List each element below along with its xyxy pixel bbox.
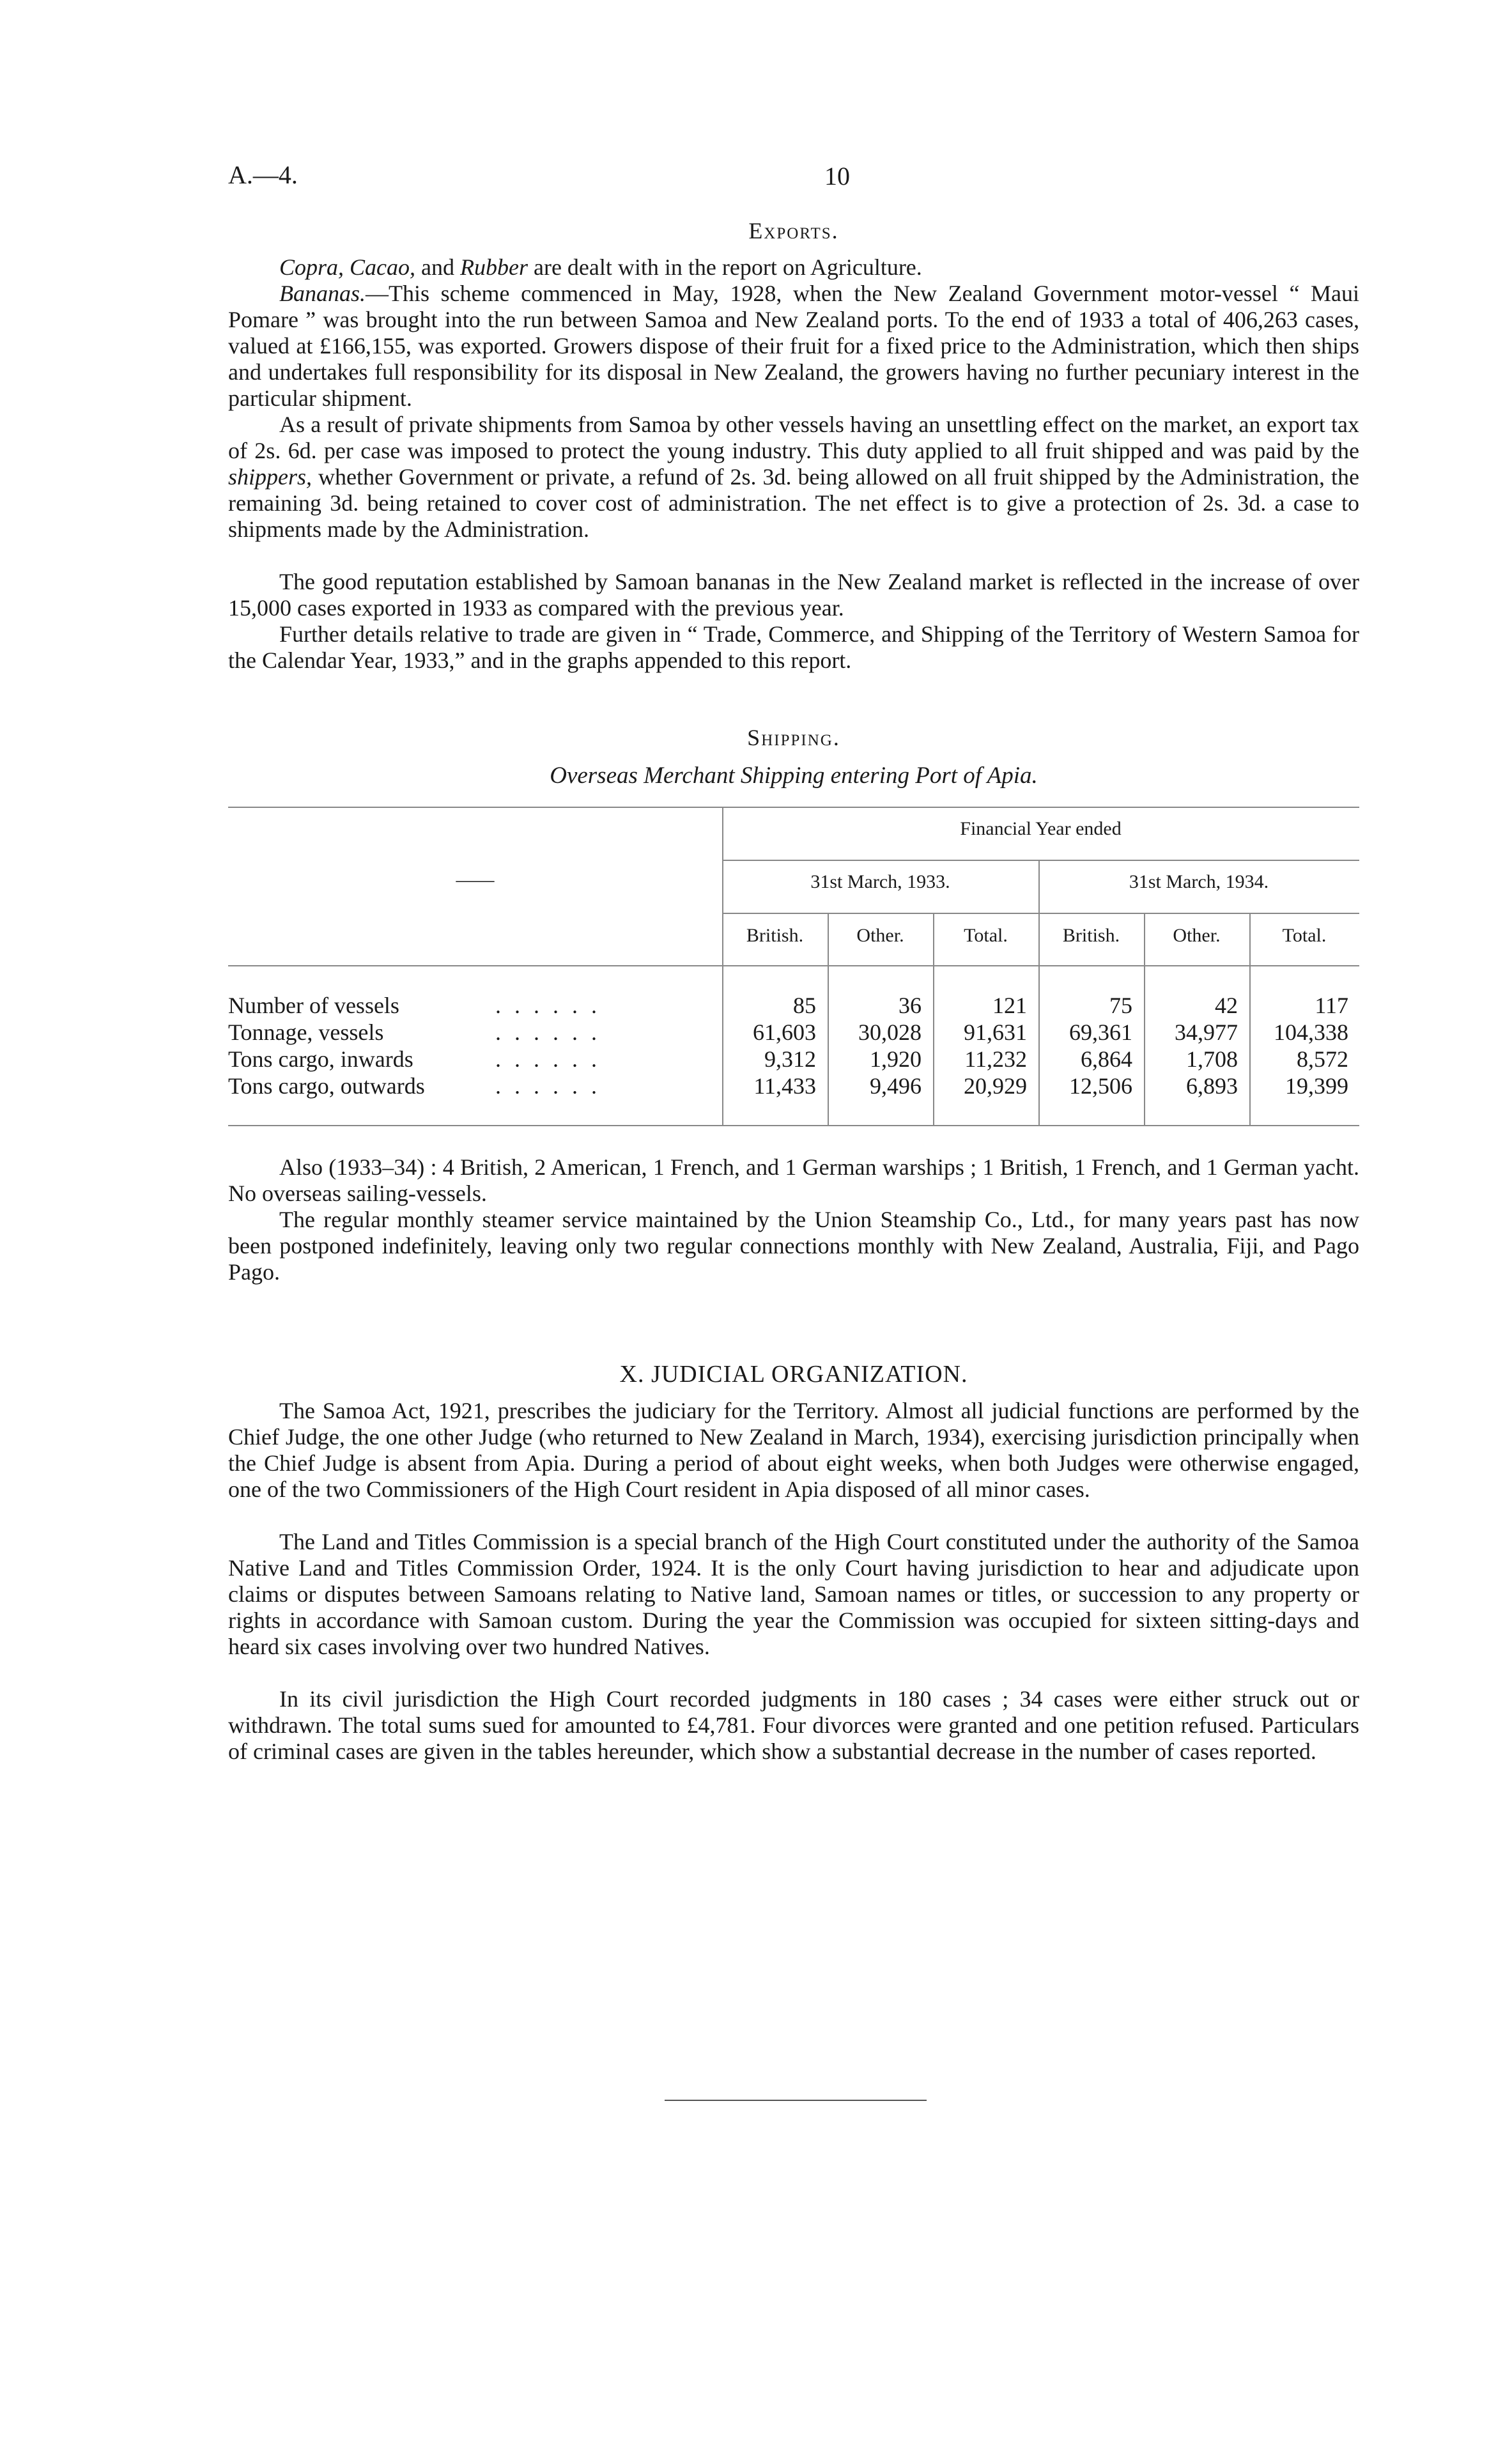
judicial-heading: X. JUDICIAL ORGANIZATION.	[619, 1361, 968, 1388]
exports-heading: Exports.	[748, 218, 839, 244]
column-header: Total.	[1282, 925, 1327, 946]
warships-paragraph	[228, 1154, 1359, 1207]
table-stub-header: ——	[456, 869, 495, 890]
table-year-rule	[722, 913, 1359, 914]
bananas-paragraph	[228, 281, 1359, 412]
column-header: British.	[746, 925, 804, 946]
row-label: Tons cargo, outwards	[228, 1073, 425, 1099]
table-cell: 1,708	[1186, 1046, 1238, 1072]
reputation-text: The good reputation established by Samoan bananas in the New Zealand market is reflected in the increase of over 15,000 cases exported in 1933 as compared with the previous year.	[228, 569, 1359, 621]
table-cell: 9,496	[870, 1073, 922, 1099]
bananas-text: —This scheme commenced in May, 1928, when the New Zealand Government motor-vessel “ Maui Pomare ” was brought into the run between Samoa and New Zealand ports. To the end of 1933 a total of 406,263 cases, valued at £166,155, was exported. Growers dispose of their fruit for a fixed price to the Administration, which then ships and undertakes full responsibility for its disposal in New Zealand, the growers having no further pecuniary interest in the particular shipment.	[228, 281, 1359, 411]
judicial-paragraph-3	[228, 1686, 1359, 1765]
table-header-rule	[228, 965, 1359, 966]
table-cell: 121	[992, 993, 1027, 1018]
warships-text: Also (1933–34) : 4 British, 2 American, 1 French, and 1 German warships ; 1 British, 1 French, and 1 German yacht. No overseas sailing-vessels.	[228, 1154, 1359, 1206]
table-cell: 69,361	[1069, 1019, 1132, 1045]
document-reference: A.—4.	[228, 160, 298, 189]
trade-details-text: Further details relative to trade are given in “ Trade, Commerce, and Shipping of the Territory of Western Samoa for the Calendar Year, 1933,” and in the graphs appended to this report.	[228, 621, 1359, 673]
end-rule	[665, 2100, 927, 2101]
row-label: Number of vessels	[228, 993, 399, 1018]
table-top-rule	[228, 807, 1359, 808]
table-cell: 19,399	[1285, 1073, 1348, 1099]
export-tax-paragraph	[228, 412, 1359, 543]
table-year-header-1934: 31st March, 1934.	[1129, 871, 1269, 892]
judicial-text-2: The Land and Titles Commission is a special branch of the High Court constituted under the authority of the Samoa Native Land and Titles Commission Order, 1924. It is the only Court having jurisdiction to hear and adjudicate upon claims or disputes between Samoans relating to Native land, Samoan names or titles, or succession to any property or rights in accordance with Samoan custom. During the year the Commission was occupied for sixteen sitting-days and heard six cases involving over two hundred Natives.	[228, 1529, 1359, 1659]
shipping-heading: Shipping.	[747, 725, 840, 750]
table-cell: 8,572	[1297, 1046, 1348, 1072]
table-cell: 91,631	[964, 1019, 1027, 1045]
leader-dots: . . . . . .	[495, 1019, 601, 1045]
leader-dots: . . . . . .	[495, 1046, 601, 1072]
table-cell: 104,338	[1274, 1019, 1348, 1045]
bananas-label: Bananas.	[279, 281, 366, 306]
reputation-paragraph	[228, 569, 1359, 621]
table-cell: 9,312	[764, 1046, 816, 1072]
exports-and: and	[415, 254, 460, 280]
judicial-paragraph-2	[228, 1529, 1359, 1660]
table-group-header: Financial Year ended	[960, 818, 1122, 839]
table-cell: 75	[1109, 993, 1132, 1018]
judicial-text-3: In its civil jurisdiction the High Court recorded judgments in 180 cases ; 34 cases were either struck out or withdrawn. The total sums sued for amounted to £4,781. Four divorces were granted and one petition refused. Particulars of criminal cases are given in the tables hereunder, which show a substantial decrease in the number of cases reported.	[228, 1686, 1359, 1764]
column-header: Total.	[964, 925, 1008, 946]
column-header: Other.	[1173, 925, 1221, 946]
judicial-text-1: The Samoa Act, 1921, prescribes the judiciary for the Territory. Almost all judicial functions are performed by the Chief Judge, the one other Judge (who returned to New Zealand in March, 1934), exercising jurisdiction principally when the Chief Judge is absent from Apia. During a period of about eight weeks, when both Judges were otherwise engaged, one of the two Commissioners of the High Court resident in Apia disposed of all minor cases.	[228, 1398, 1359, 1502]
leader-dots: . . . . . .	[495, 993, 601, 1018]
table-cell: 11,433	[753, 1073, 816, 1099]
table-cell: 30,028	[858, 1019, 922, 1045]
table-cell: 85	[793, 993, 816, 1018]
exports-paragraph-1	[228, 254, 1359, 281]
judicial-paragraph-1	[228, 1398, 1359, 1503]
page-number: 10	[824, 162, 850, 190]
table-cell: 1,920	[870, 1046, 922, 1072]
table-cell: 42	[1215, 993, 1238, 1018]
column-header: British.	[1062, 925, 1120, 946]
row-label: Tons cargo, inwards	[228, 1046, 413, 1072]
export-tax-text-b: whether Government or private, a refund of 2s. 3d. being allowed on all fruit shipped by the Administration, the remaining 3d. being retained to cover cost of administration. The net effect is to give a protection of 2s. 3d. a case to shipments made by the Administration.	[228, 464, 1359, 542]
exports-rubber: Rubber	[460, 254, 528, 280]
leader-dots: . . . . . .	[495, 1073, 601, 1099]
shipping-table-caption: Overseas Merchant Shipping entering Port of Apia.	[550, 763, 1038, 789]
trade-details-paragraph	[228, 621, 1359, 674]
table-cell: 12,506	[1069, 1073, 1132, 1099]
steamer-service-text: The regular monthly steamer service maintained by the Union Steamship Co., Ltd., for many years past has now been postponed indefinitely, leaving only two regular connections monthly with New Zealand, Australia, Fiji, and Pago Pago.	[228, 1207, 1359, 1285]
steamer-service-paragraph	[228, 1207, 1359, 1285]
row-label: Tonnage, vessels	[228, 1019, 384, 1045]
table-cell: 20,929	[964, 1073, 1027, 1099]
table-cell: 117	[1315, 993, 1348, 1018]
table-cell: 6,893	[1186, 1073, 1238, 1099]
shippers-italic: shippers,	[228, 464, 312, 490]
table-bottom-rule	[228, 1125, 1359, 1126]
exports-items: Copra, Cacao,	[279, 254, 416, 280]
export-tax-text-a: As a result of private shipments from Samoa by other vessels having an unsettling effect on the market, an export tax of 2s. 6d. per case was imposed to protect the young industry. This duty applied to all fruit shipped and was paid by the	[228, 412, 1359, 463]
table-cell: 36	[899, 993, 922, 1018]
table-cell: 61,603	[753, 1019, 816, 1045]
exports-p1-rest: are dealt with in the report on Agriculture.	[527, 254, 922, 280]
table-year-header-1933: 31st March, 1933.	[810, 871, 950, 892]
table-cell: 11,232	[964, 1046, 1027, 1072]
table-cell: 34,977	[1175, 1019, 1238, 1045]
table-group-rule	[722, 860, 1359, 861]
column-header: Other.	[856, 925, 904, 946]
table-cell: 6,864	[1081, 1046, 1132, 1072]
